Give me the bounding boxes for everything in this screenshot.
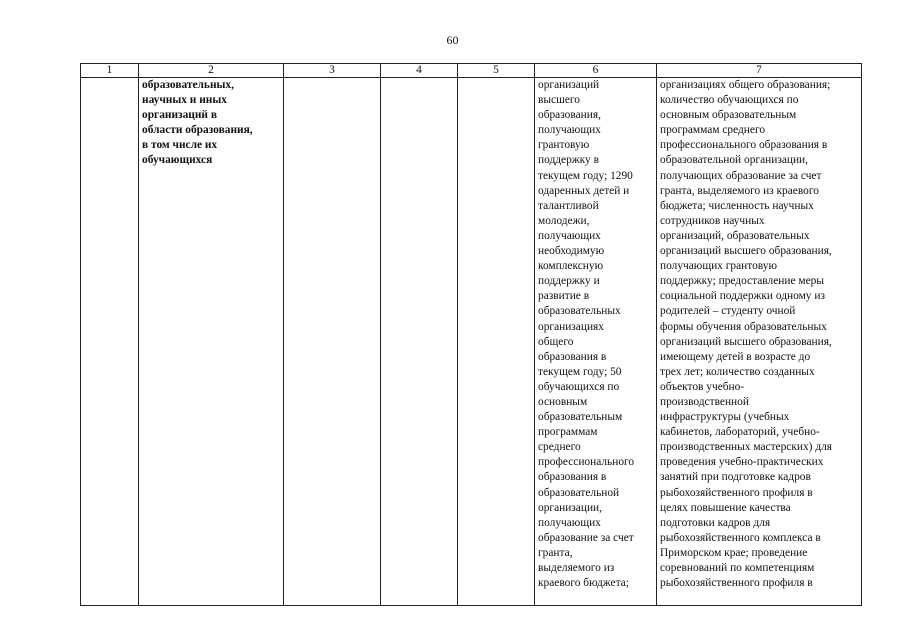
- cell-text-line: молодежи,: [538, 214, 590, 227]
- cell-col-5: [458, 78, 535, 606]
- cell-text-line: программам: [538, 426, 598, 439]
- cell-text-line: гранта,: [538, 546, 573, 559]
- cell-text-line: организаций, образовательных: [660, 229, 810, 242]
- cell-text-line: кабинетов, лабораторий, учебно-: [660, 426, 820, 439]
- cell-text-line: талантливой: [538, 199, 599, 212]
- cell-text-line: поддержку в: [538, 154, 599, 167]
- cell-text-line: объектов учебно-: [660, 380, 745, 393]
- cell-text-line: занятий при подготовке кадров: [660, 471, 811, 484]
- cell-text-line: родителей – студенту очной: [660, 305, 796, 318]
- column-number-3: 3: [284, 64, 381, 78]
- cell-text-line: образование за счет: [538, 531, 634, 544]
- cell-text-line: научных и иных: [142, 94, 227, 107]
- cell-text-line: организациях общего образования;: [660, 79, 831, 91]
- cell-text-line: образования,: [538, 109, 601, 122]
- cell-text-line: производственных мастерских) для: [660, 441, 833, 454]
- column-number-6: 6: [535, 64, 657, 78]
- cell-text-line: организаций высшего образования,: [660, 245, 832, 258]
- cell-text-line: образовательных,: [142, 79, 234, 91]
- cell-text-line: текущем году; 1290: [538, 169, 633, 182]
- cell-text-line: рыбохозяйственного комплекса в: [660, 531, 821, 544]
- cell-text-line: общего: [538, 335, 574, 348]
- cell-text-line: развитие в: [538, 290, 590, 303]
- cell-text-line: формы обучения образовательных: [660, 320, 827, 333]
- cell-text-line: социальной поддержки одному из: [660, 290, 825, 303]
- cell-text-line: организации,: [538, 501, 602, 514]
- cell-text-line: организациях: [538, 320, 604, 333]
- cell-text-line: получающих образование за счет: [660, 169, 822, 182]
- column-number-5: 5: [458, 64, 535, 78]
- cell-text-line: комплексную: [538, 260, 604, 273]
- cell-text-line: получающих грантовую: [660, 260, 777, 273]
- cell-text-line: обучающихся: [142, 154, 213, 167]
- cell-text-line: гранта, выделяемого из краевого: [660, 184, 819, 197]
- cell-text-line: области образования,: [142, 124, 253, 137]
- cell-text-line: программам среднего: [660, 124, 766, 137]
- page-number: 60: [446, 33, 459, 47]
- cell-text-line: рыбохозяйственного профиля в: [660, 577, 813, 590]
- cell-text-line: текущем году; 50: [538, 365, 622, 378]
- cell-text-line: среднего: [538, 441, 581, 454]
- cell-text-line: образовательной организации,: [660, 154, 809, 167]
- cell-col-6: [535, 78, 657, 606]
- cell-text-line: получающих: [538, 124, 601, 137]
- cell-text-line: в том числе их: [142, 139, 218, 152]
- column-number-7: 7: [657, 64, 862, 78]
- cell-text-line: поддержку и: [538, 275, 600, 288]
- cell-text-line: основным: [538, 395, 588, 408]
- cell-text-line: образовательных: [538, 305, 621, 318]
- cell-text-line: производственной: [660, 395, 749, 408]
- cell-text-line: поддержку; предоставление меры: [660, 275, 824, 288]
- cell-text-line: имеющему детей в возрасте до: [660, 350, 811, 363]
- cell-text-line: краевого бюджета;: [538, 577, 629, 590]
- cell-text-line: организаций в: [142, 109, 217, 122]
- cell-text-line: инфраструктуры (учебных: [660, 411, 790, 424]
- cell-text-line: профессионального: [538, 456, 635, 469]
- cell-text-line: соревнований по компетенциям: [660, 562, 815, 574]
- cell-text-line: получающих: [538, 516, 601, 529]
- document-table: [80, 63, 862, 606]
- cell-text-line: обучающихся по: [538, 380, 620, 393]
- cell-text-line: образовательной: [538, 486, 620, 499]
- cell-col-3: [284, 78, 381, 606]
- cell-text-line: основным образовательным: [660, 109, 797, 122]
- cell-text-line: организаций высшего образования,: [660, 335, 832, 348]
- cell-text-line: высшего: [538, 94, 580, 107]
- cell-col-1: [81, 78, 139, 606]
- cell-text-line: бюджета; численность научных: [660, 199, 814, 212]
- cell-text-line: сотрудников научных: [660, 214, 765, 227]
- cell-text-line: проведения учебно-практических: [660, 456, 824, 469]
- cell-text-line: организаций: [538, 79, 600, 91]
- cell-text-line: образовательным: [538, 411, 623, 424]
- cell-text-line: Приморском крае; проведение: [660, 546, 808, 559]
- cell-text-line: образования в: [538, 350, 607, 363]
- column-number-1: 1: [81, 64, 139, 78]
- cell-col-7: [657, 78, 862, 606]
- cell-col-4: [381, 78, 458, 606]
- cell-text-line: количество обучающихся по: [660, 94, 799, 107]
- column-number-4: 4: [381, 64, 458, 78]
- table-row: [81, 78, 862, 606]
- cell-text-line: одаренных детей и: [538, 184, 630, 197]
- cell-text-line: целях повышение качества: [660, 501, 791, 514]
- cell-text-line: получающих: [538, 229, 601, 242]
- cell-text-line: выделяемого из: [538, 562, 615, 574]
- cell-text-line: рыбохозяйственного профиля в: [660, 486, 813, 499]
- cell-text-line: грантовую: [538, 139, 590, 152]
- column-number-row: [81, 64, 862, 78]
- column-number-2: 2: [139, 64, 284, 78]
- cell-text-line: подготовки кадров для: [660, 516, 771, 529]
- cell-text-line: профессионального образования в: [660, 139, 828, 152]
- cell-text-line: необходимую: [538, 245, 605, 258]
- cell-col-2: [139, 78, 284, 606]
- cell-text-line: образования в: [538, 471, 607, 484]
- cell-text-line: трех лет; количество созданных: [660, 365, 815, 378]
